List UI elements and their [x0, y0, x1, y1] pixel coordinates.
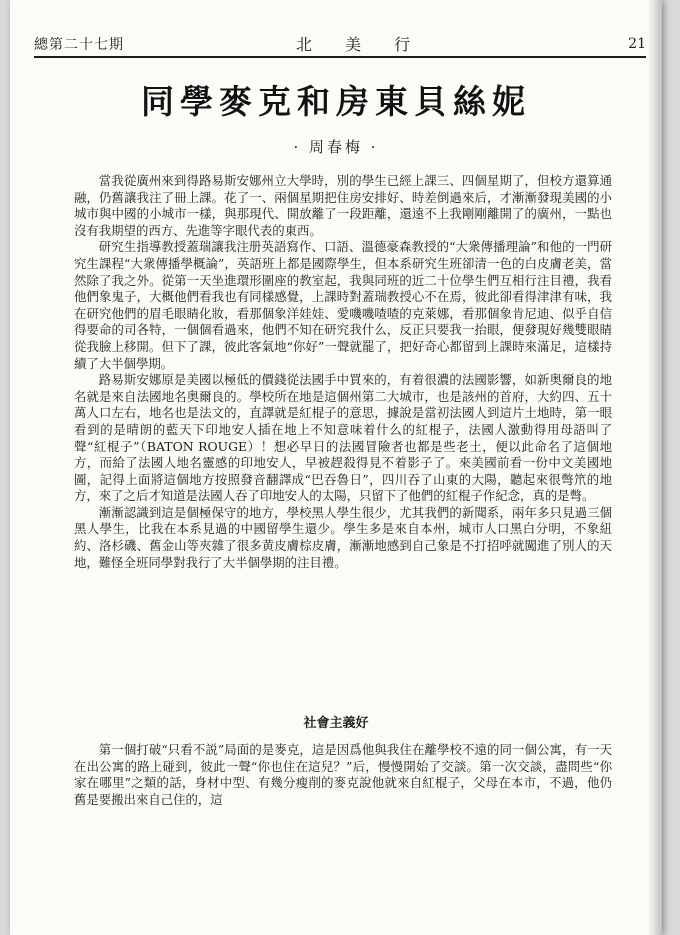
journal-name: 北 美 行: [296, 35, 425, 54]
section-heading: 社會主義好: [303, 716, 369, 731]
article-body: [74, 173, 612, 571]
author-byline: · 周春梅 ·: [293, 138, 379, 156]
paragraph: 研究生指導教授蓋瑞讓我注册英語寫作、口語、溫德豪森教授的“大衆傳播理論”和他的一門研究生課程“大衆傳播學概論”，英語班上都是國際學生，但本系研究生班卻清一色的白皮膚老美，當然除了我之外。從第一天坐進環形圍座的教室起，我與同班的近二十位學生們互相行注目禮，我看他們象鬼子，大概他們看我也有同樣感覺，上課時對蓋瑞教授心不在焉，彼此卻看得津津有味，我在研究他們的眉毛眼睛化妝，看那個象洋娃娃、愛嘰嘰喳喳的克萊娜，看那個象肯尼迪、似乎自信得要命的司各特，一個個看過來，他們不知在研究我什么，反正只要我一抬眼，便發現好幾雙眼睛從我臉上移開。但下了課，彼此客氣地“你好”一聲就罷了，把好奇心都留到上課時來滿足，這樣持續了大半個學期。: [74, 239, 612, 371]
paragraph: 當我從廣州來到得路易斯安娜州立大學時，別的學生已經上課三、四個星期了，但校方還算通融，仍舊讓我注了冊上課。花了一、兩個星期把住房安排好、時差倒過來后，才漸漸發現美國的小城市與中國的小城市一樣，與那現代、開放離了一段距離，還遠不上我剛剛離開了的廣州，一點也沒有我期望的西方、先進等字眼代表的東西。: [74, 173, 612, 238]
paragraph: 第一個打破“只看不説”局面的是麥克，這是因爲他與我住在離學校不遠的同一個公寓，有一天在出公寓的路上碰到，彼此一聲“你也住在這兒？”后，慢慢開始了交談。第一次交談，盡問些“你家在哪里”之類的話，身材中型、有幾分瘦削的麥克說他就來自紅棍子，父母在本市，不過，他仍舊是要搬出來自己住的，這: [74, 742, 612, 807]
page-number: 21: [628, 36, 646, 52]
header-rule: [34, 56, 646, 58]
section-body: [74, 742, 612, 808]
scanned-page: [10, 0, 662, 935]
issue-number: 總第二十七期: [34, 37, 124, 53]
paragraph: 漸漸認識到這是個極保守的地方，學校黑人學生很少，尤其我們的新聞系，兩年多只見過三個黑人學生，比我在本系見過的中國留學生還少。學生多是來自本州，城市人口黑白分明，不象紐約、洛杉磯、舊金山等夾雜了很多黄皮膚棕皮膚，漸漸地感到自己象是不打招呼就闖進了別人的天地，難怪全班同學對我行了大半個學期的注目禮。: [74, 504, 612, 570]
scan-edge-shadow: [648, 0, 662, 935]
article-title: 同學麥克和房東貝絲妮: [141, 82, 531, 121]
running-header: [34, 30, 646, 54]
paragraph: 路易斯安娜原是美國以極低的價錢從法國手中買來的，有着很濃的法國影響，如新奥爾良的地名就是來自法國地名奥爾良的。學校所在地是這個州第二大城市，也是該州的首府，大約四、五十萬人口左右，地名也是法文的，直譯就是紅棍子的意思，據說是當初法國人到這片土地時，第一眼看到的是晴朗的藍天下印地安人插在地上不知意味着什么的紅棍子，法國人激動得用母語叫了聲“紅棍子”（BATON ROUGE）！想必早日的法國冒險者也都是些老土，便以此命名了這個地方，而給了法國人地名靈感的印地安人，早被趕殺得見不着影子了。來美國前看一份中文美國地圖，記得上面將這個地方按照發音翻譯成“巴吞魯日”，四川吞了山東的大陽，聽起來很彆笊的地方，來了之后才知道是法國人吞了印地安人的太陽，只留下了他們的紅棍子作紀念，真的是彆。: [74, 372, 612, 504]
